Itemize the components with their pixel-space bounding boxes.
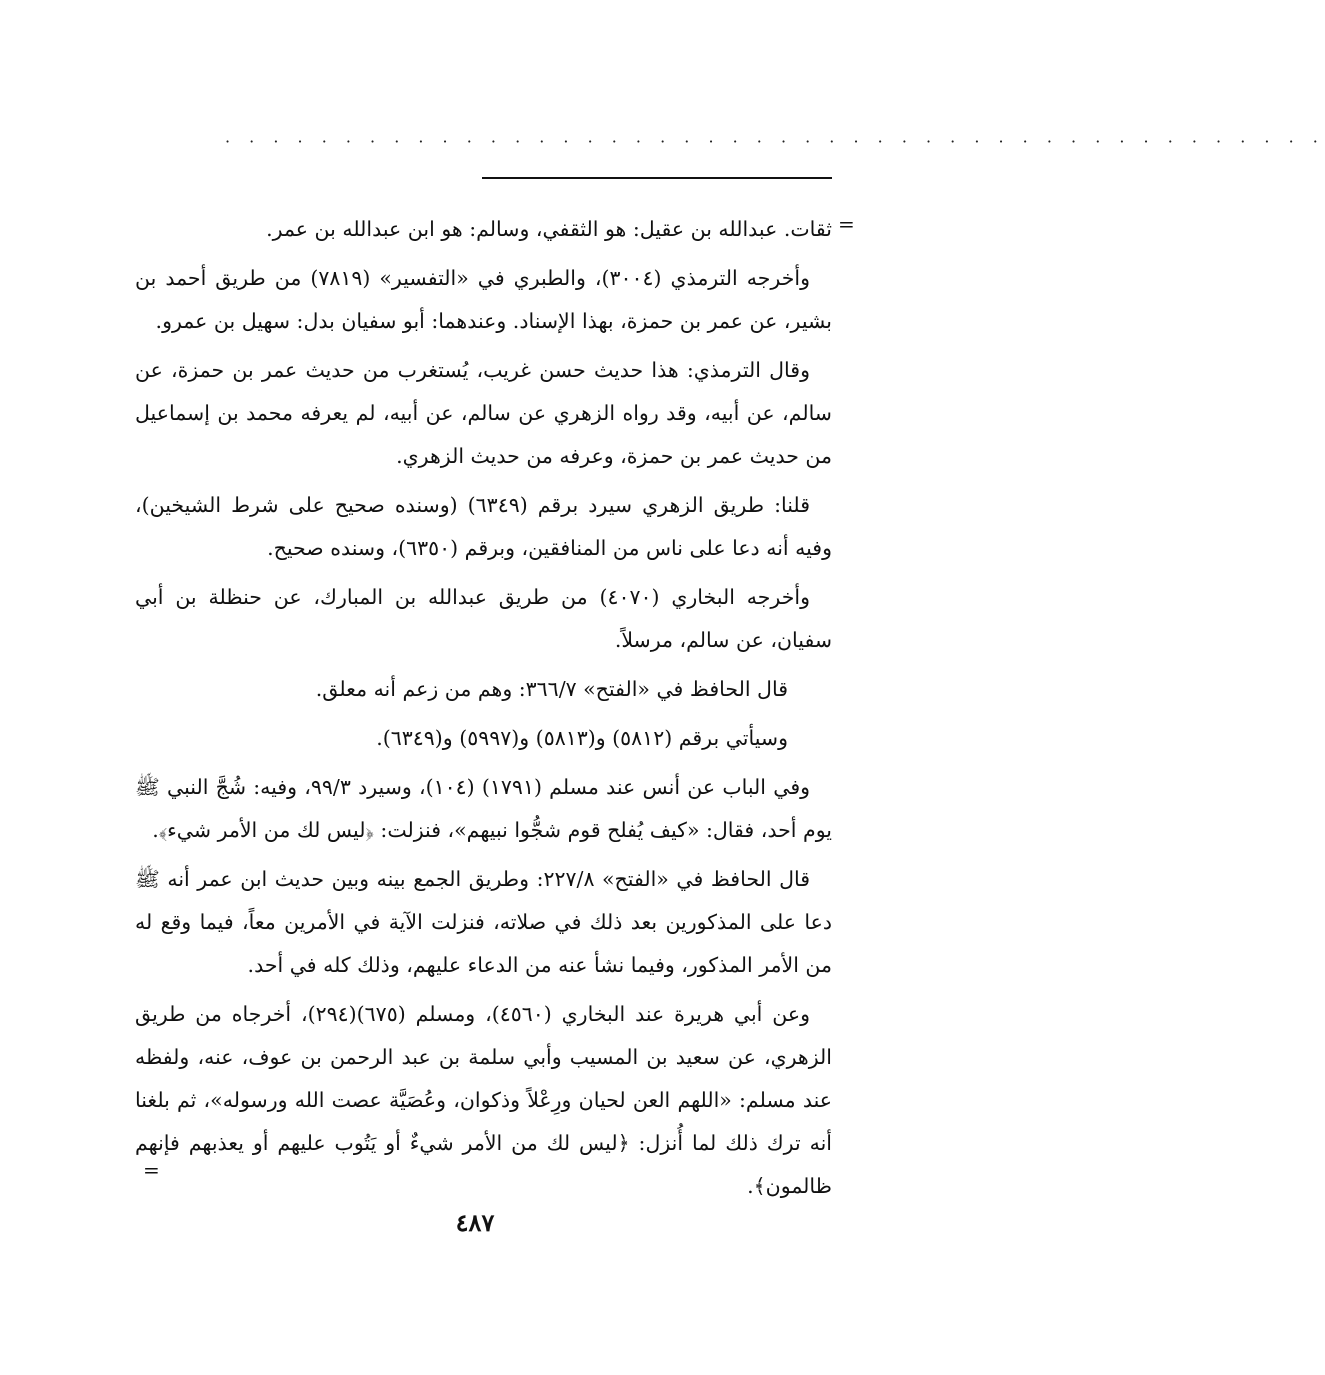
footnote-paragraph: قال الحافظ في «الفتح» ٢٢٧/٨: وطريق الجمع بينه وبين حديث ابن عمر أنه ﷺ دعا على المذكورين بعد ذلك في صلاته، فنزلت الآية في الأمرين معاً، فيما وقع له من الأمر المذكور، وفيما نشأ عنه من الدعاء عليهم، وذلك كله في أحد.: [135, 867, 832, 977]
separator-dots: · · · · · · · · · · · · · · · · · · · · · · · · · · · · · · · · · · · · · · · · · · · · · ·: [225, 132, 1325, 151]
footnote-paragraph: وقال الترمذي: هذا حديث حسن غريب، يُستغرب من حديث عمر بن حمزة، عن سالم، عن أبيه، وقد رواه الزهري عن سالم، عن أبيه، لم يعرفه محمد بن إسماعيل من حديث عمر بن حمزة، وعرفه من حديث الزهري.: [135, 358, 832, 468]
footnote-paragraph: قلنا: طريق الزهري سيرد برقم (٦٣٤٩) (وسنده صحيح على شرط الشيخين)، وفيه أنه دعا على ناس من المنافقين، وبرقم (٦٣٥٠)، وسنده صحيح.: [135, 493, 832, 560]
footnote-paragraph: وسيأتي برقم (٥٨١٢) و(٥٨١٣) و(٥٩٩٧) و(٦٣٤٩).: [376, 726, 788, 750]
continuation-mark-top: =: [838, 212, 855, 236]
footnote-paragraph: وأخرجه الترمذي (٣٠٠٤)، والطبري في «التفسير» (٧٨١٩) من طريق أحمد بن بشير، عن عمر بن حمزة، بهذا الإسناد. وعندهما: أبو سفيان بدل: سهيل بن عمرو.: [135, 266, 832, 333]
footnote-paragraph: وفي الباب عن أنس عند مسلم (١٧٩١) (١٠٤)، وسيرد ٩٩/٣، وفيه: شُجَّ النبي ﷺ يوم أحد، فقال: «كيف يُفلح قوم شجُّوا نبيهم»، فنزلت: ﴿ليس لك من الأمر شيء﴾.: [135, 775, 832, 842]
footnotes: [135, 208, 832, 1214]
footnote-paragraph: ثقات. عبدالله بن عقيل: هو الثقفي، وسالم: هو ابن عبدالله بن عمر.: [266, 217, 832, 241]
continuation-mark-bottom: =: [143, 1158, 160, 1182]
page-number: ٤٨٧: [455, 1208, 495, 1237]
footnote-paragraph: قال الحافظ في «الفتح» ٣٦٦/٧: وهم من زعم أنه معلق.: [315, 677, 788, 701]
footnote-paragraph: وأخرجه البخاري (٤٠٧٠) من طريق عبدالله بن المبارك، عن حنظلة بن أبي سفيان، عن سالم، مرسلاً.: [135, 585, 832, 652]
footnote-rule: [482, 177, 832, 179]
footnote-paragraph: وعن أبي هريرة عند البخاري (٤٥٦٠)، ومسلم (٦٧٥)(٢٩٤)، أخرجاه من طريق الزهري، عن سعيد بن المسيب وأبي سلمة بن عبد الرحمن بن عوف، عنه، ولفظه عند مسلم: «اللهم العن لحيان ورِعْلاً وذكوان، وعُصَيَّة عصت الله ورسوله»، ثم بلغنا أنه ترك ذلك لما أُنزل: ﴿ليس لك من الأمر شيءٌ أو يَتُوب عليهم أو يعذبهم فإنهم ظالمون﴾.: [135, 1002, 832, 1198]
